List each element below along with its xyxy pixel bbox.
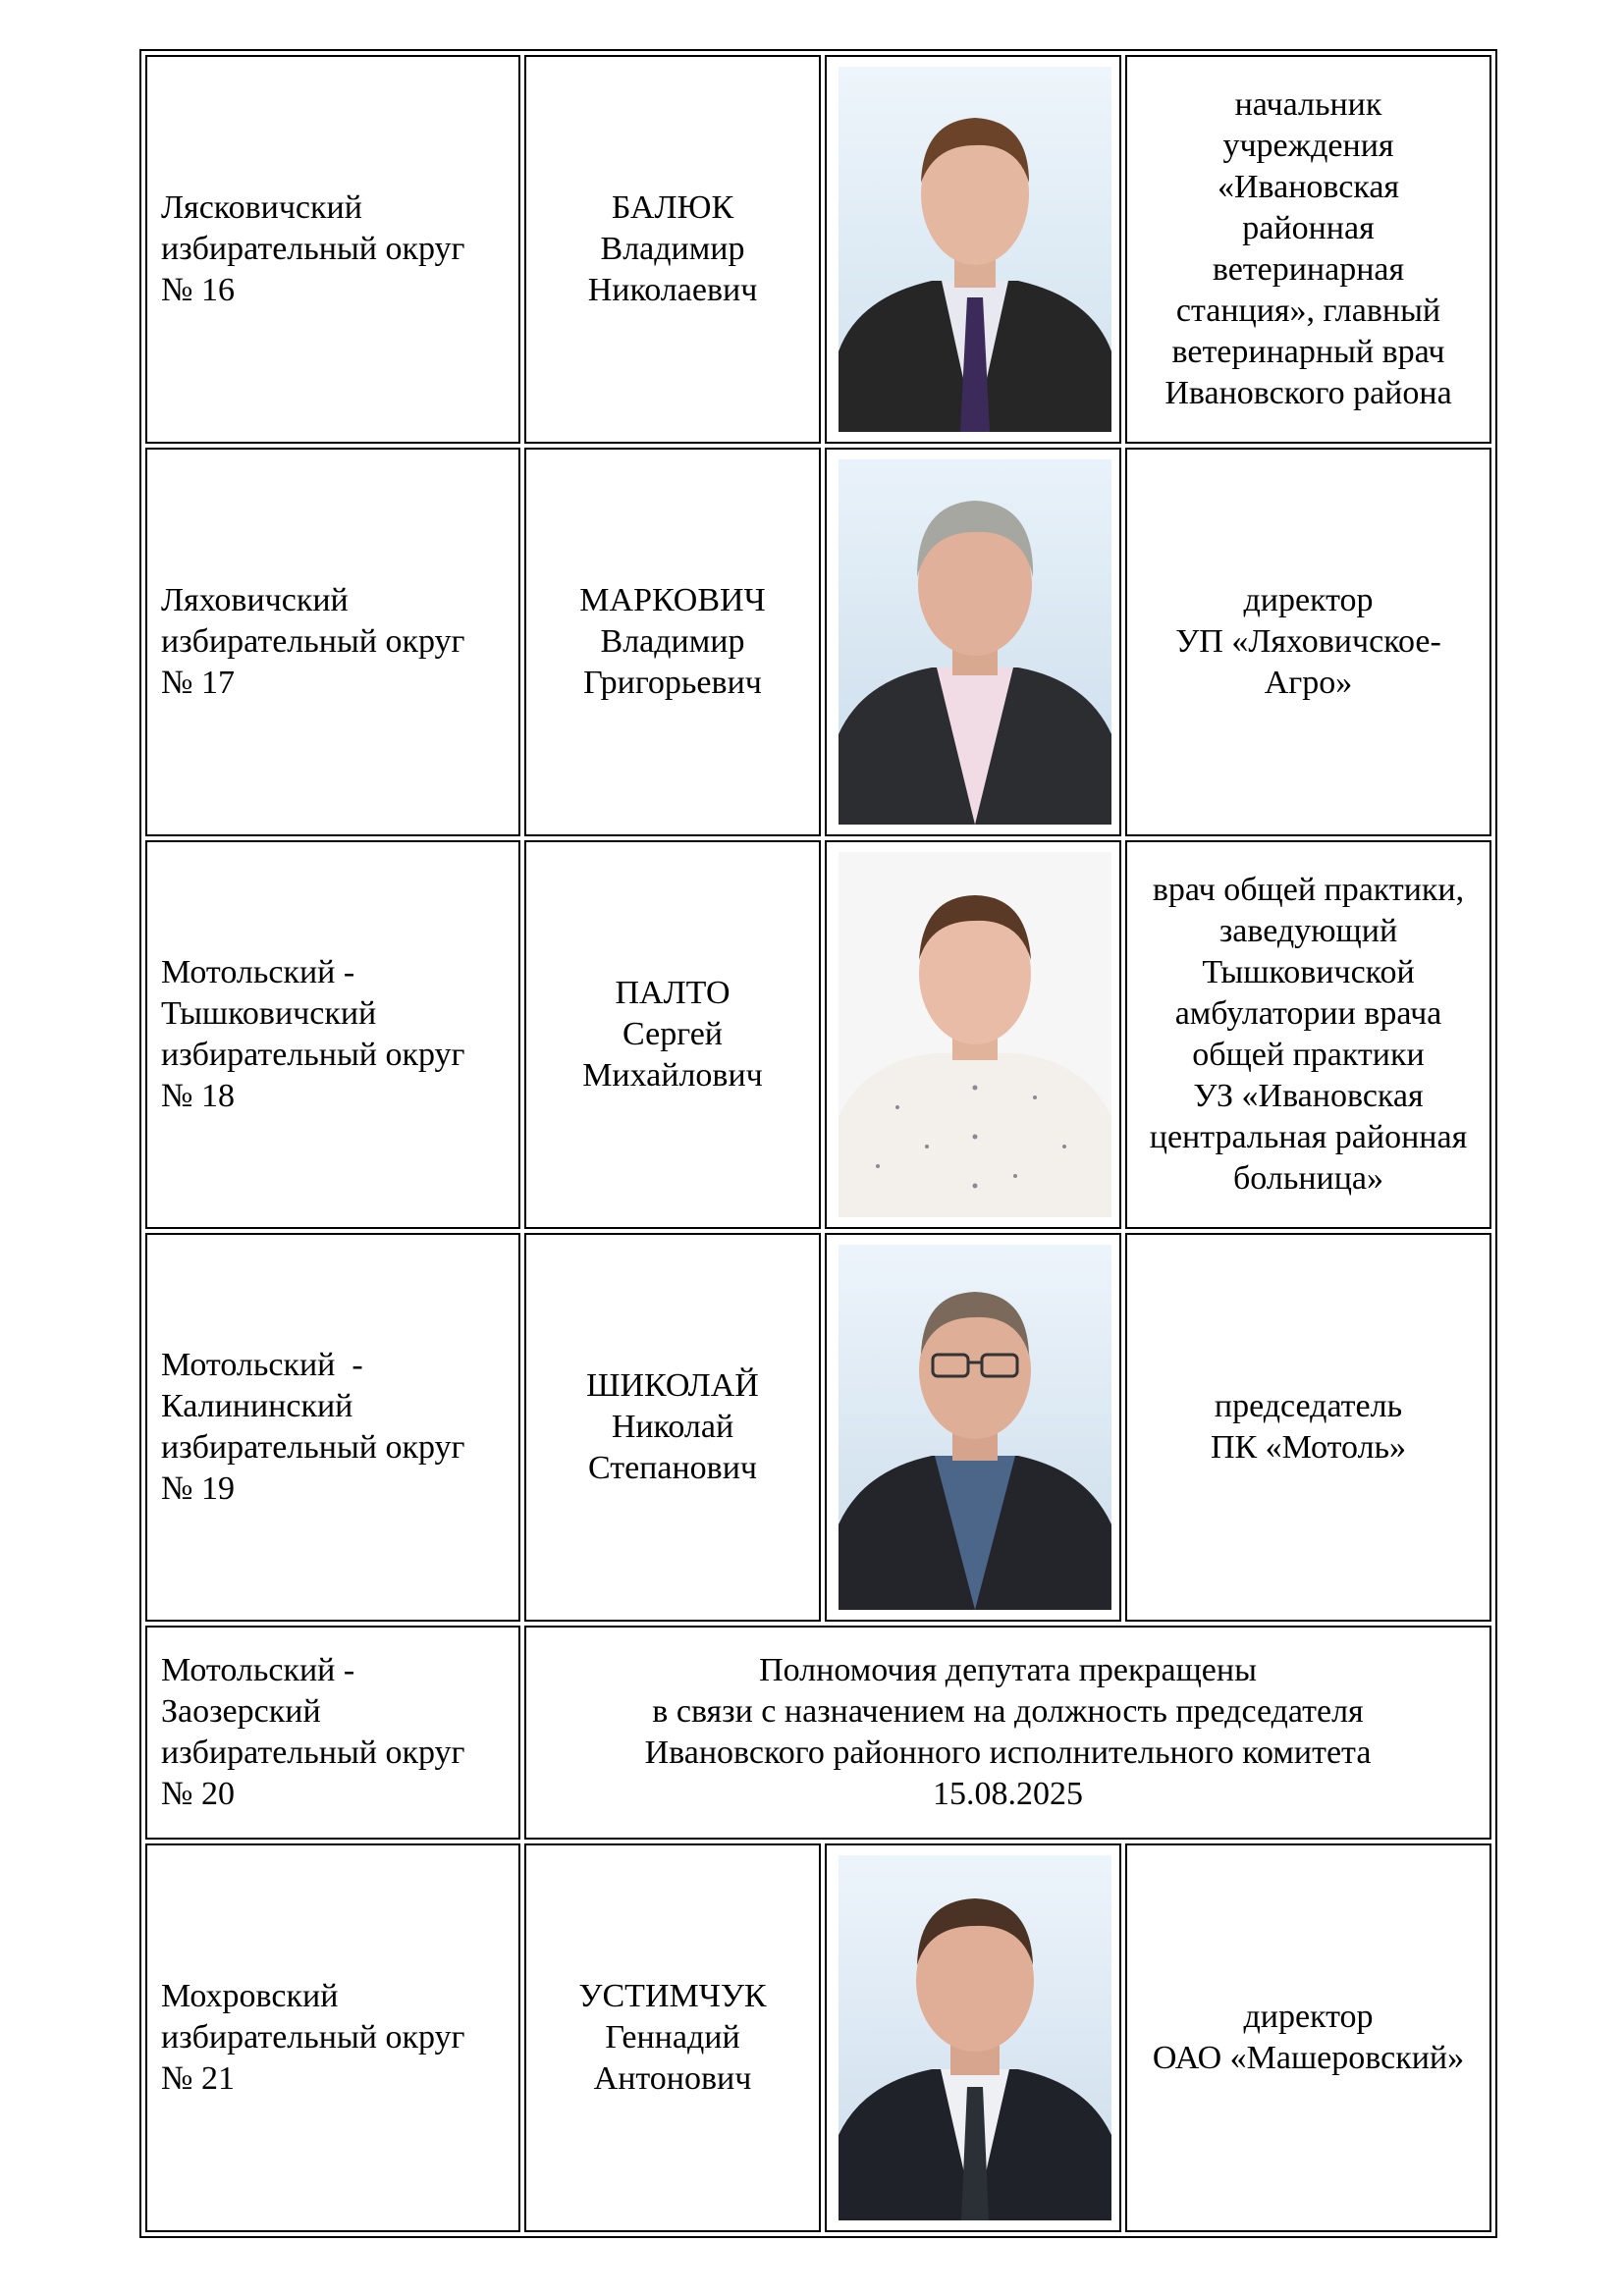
photo-cell [825,55,1121,444]
position-line: районная [1242,210,1375,246]
first-name: Владимир [600,623,745,660]
position-line: УП «Ляховичское- [1175,623,1441,660]
note-line: Полномочия депутата прекращены [759,1652,1257,1688]
position-line: ПК «Мотоль» [1210,1429,1407,1466]
deputies-table [139,49,1497,2238]
district-cell [145,1233,520,1622]
surname: МАРКОВИЧ [579,582,766,618]
surname: ПАЛТО [615,975,731,1011]
portrait-photo [839,67,1111,432]
position-line: ветеринарный врач [1171,334,1445,370]
position-cell [1125,448,1491,836]
district-line: избирательный округ [161,623,465,660]
position-line: председатель [1214,1388,1403,1424]
district-line: Тышковичский [161,995,377,1032]
position-line: директор [1243,582,1374,618]
table-row [145,448,1491,836]
district-line: Мотольский - [161,954,355,990]
district-line: избирательный округ [161,2019,465,2056]
table-row [145,1233,1491,1622]
first-name: Николай [611,1409,734,1445]
position-line: УЗ «Ивановская [1193,1078,1424,1114]
position-line: начальник [1234,86,1382,123]
district-line: Ляховичский [161,582,349,618]
district-cell [145,448,520,836]
name-cell [524,840,821,1229]
district-line: Калининский [161,1388,353,1424]
position-line: больница» [1233,1160,1383,1197]
position-cell [1125,840,1491,1229]
district-line: № 21 [161,2060,235,2097]
name-cell [524,1843,821,2232]
first-name: Владимир [600,231,745,267]
district-cell [145,840,520,1229]
name-cell [524,55,821,444]
photo-cell [825,840,1121,1229]
position-line: амбулатории врача [1174,995,1442,1032]
photo-cell [825,1233,1121,1622]
position-line: Агро» [1264,665,1353,701]
position-line: врач общей практики, [1152,872,1465,908]
patronymic: Григорьевич [583,665,762,701]
portrait-photo [839,852,1111,1217]
table-row [145,1843,1491,2232]
district-cell [145,1626,520,1840]
photo-cell [825,1843,1121,2232]
district-line: избирательный округ [161,1429,465,1466]
first-name: Сергей [623,1016,723,1052]
patronymic: Михайлович [582,1057,763,1094]
position-cell [1125,1843,1491,2232]
table-row [145,55,1491,444]
note-date: 15.08.2025 [933,1776,1083,1812]
position-line: станция», главный [1175,293,1441,329]
position-line: учреждения [1222,128,1394,164]
position-line: ветеринарная [1212,251,1405,288]
district-line: № 16 [161,272,235,308]
note-line: в связи с назначением на должность председателя [652,1693,1364,1730]
district-line: избирательный округ [161,1735,465,1771]
position-line: «Ивановская [1217,169,1400,205]
surname: УСТИМЧУК [578,1978,767,2014]
district-line: № 18 [161,1078,235,1114]
surname: ШИКОЛАЙ [586,1367,759,1404]
district-line: Лясковичский [161,189,362,226]
position-line: центральная районная [1149,1119,1468,1155]
position-line: общей практики [1192,1037,1425,1073]
portrait-photo [839,459,1111,825]
name-cell [524,448,821,836]
surname: БАЛЮК [611,189,734,226]
table-row [145,840,1491,1229]
position-line: директор [1243,1999,1374,2035]
district-line: Мохровский [161,1978,339,2014]
district-cell [145,1843,520,2232]
district-line: избирательный округ [161,1037,465,1073]
district-line: № 20 [161,1776,235,1812]
vacancy-note-cell [524,1626,1491,1840]
district-line: Заозерский [161,1693,321,1730]
portrait-photo [839,1245,1111,1610]
district-cell [145,55,520,444]
table-row [145,1626,1491,1840]
photo-cell [825,448,1121,836]
note-line: Ивановского районного исполнительного комитета [644,1735,1372,1771]
district-line: № 19 [161,1470,235,1507]
position-cell [1125,1233,1491,1622]
first-name: Геннадий [605,2019,740,2056]
position-line: заведующий [1218,913,1398,949]
position-line: ОАО «Машеровский» [1152,2040,1465,2076]
district-line: избирательный округ [161,231,465,267]
patronymic: Николаевич [587,272,758,308]
district-line: Мотольский - [161,1652,355,1688]
portrait-photo [839,1855,1111,2220]
district-line: Мотольский - [161,1347,363,1383]
district-line: № 17 [161,665,235,701]
name-cell [524,1233,821,1622]
position-line: Ивановского района [1164,375,1452,411]
patronymic: Степанович [587,1450,757,1486]
position-line: Тышковичской [1202,954,1415,990]
patronymic: Антонович [593,2060,752,2097]
position-cell [1125,55,1491,444]
